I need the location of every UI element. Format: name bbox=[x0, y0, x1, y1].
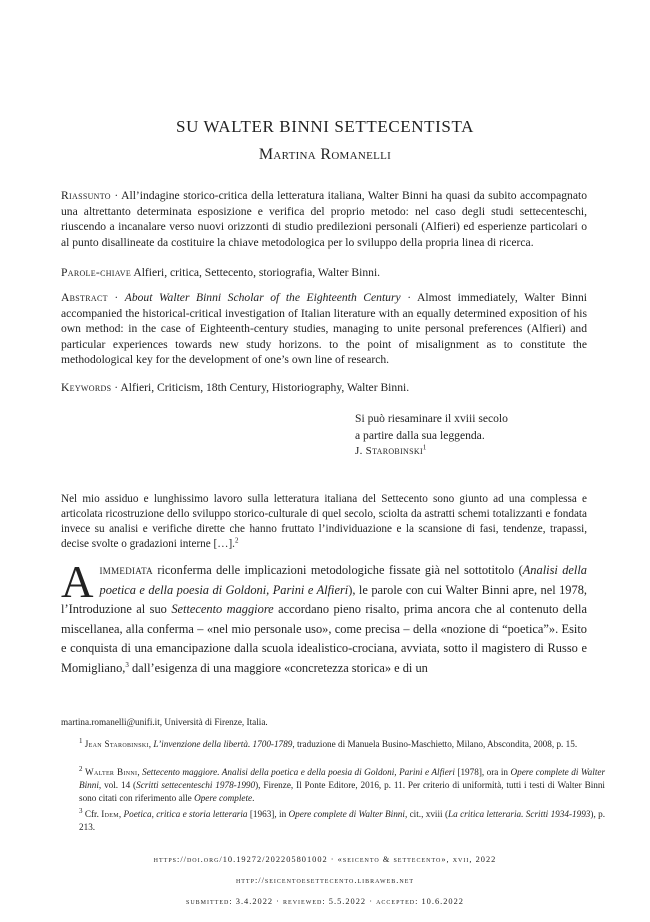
footer-dates: submitted: 3.4.2022 · reviewed: 5.5.2022 · accepted: 10.6.2022 bbox=[186, 897, 464, 906]
abstract-title: About Walter Binni Scholar of the Eighteenth Century bbox=[124, 291, 401, 304]
footnote-3-text-1: , bbox=[118, 809, 124, 819]
parole-chiave-text: Alfieri, critica, Settecento, storiografia, Walter Binni. bbox=[133, 266, 381, 279]
body-text-1: riconferma delle implicazioni metodologiche fissate già nel sottotitolo ( bbox=[152, 563, 523, 577]
footnote-3-pre: Cfr. bbox=[84, 809, 102, 819]
footnote-2-text-2: , vol. 14 ( bbox=[98, 779, 137, 790]
parole-chiave-label: Parole-chiave bbox=[61, 266, 132, 279]
abstract-separator-2: · bbox=[400, 291, 417, 304]
parole-chiave-line bbox=[61, 266, 587, 279]
footnote-2-author: Walter Binni bbox=[84, 767, 138, 777]
body-subtitle-italic: Analisi della poetica e della poesia di Goldoni, Parini e Alfieri bbox=[99, 563, 587, 597]
footnote-2-opere-2: Opere complete bbox=[194, 792, 253, 803]
epigraph bbox=[355, 411, 595, 444]
abstract-label: Abstract bbox=[61, 291, 108, 304]
riassunto-text: All’indagine storico-critica della letteratura italiana, Walter Binni ha quasi da subito accompagnato una altrettanto determinata esposizione e verifica del proprio metodo: nel caso degli studi settecenteschi, riuscendo a incanalare verso nuovi orizzonti di studio predilezioni personali (Alfieri) ed esperienze particolari o al punto disallineate da costituire la chiave metodologica per lo sviluppo della propria linea di ricerca. bbox=[61, 189, 587, 249]
footnote-2-number: 2 bbox=[79, 764, 83, 773]
body-paragraph bbox=[61, 557, 588, 679]
footer-doi[interactable]: https://doi.org/10.19272/202205801002 · «seicento & settecento», xvii, 2022 bbox=[153, 855, 497, 864]
footnote-2-text-4: . bbox=[252, 792, 255, 803]
body-text-4: dall’esigenza di una maggiore «concretezza storica» e di un bbox=[128, 660, 428, 675]
abstract-separator: · bbox=[107, 291, 125, 304]
epigraph-source bbox=[355, 445, 426, 457]
body-book-italic: Settecento maggiore bbox=[171, 602, 274, 617]
footnote-3-text-4: ), p. 213. bbox=[79, 809, 606, 832]
footnote-ref-2[interactable]: 2 bbox=[234, 536, 239, 545]
article-title: SU WALTER BINNI SETTECENTISTA bbox=[176, 117, 474, 136]
footnote-ref-3[interactable]: 3 bbox=[125, 660, 129, 669]
article-author: Martina Romanelli bbox=[258, 146, 392, 163]
footnote-2-text-3: ), Firenze, Il Ponte Editore, 2016, p. 11. Per criterio di uniformità, tutti i testi di Walter Binni sono citati con riferimento alle bbox=[79, 779, 605, 803]
footnote-3 bbox=[61, 808, 605, 834]
footnote-2-opere: Opere complete di Walter Binni bbox=[79, 767, 606, 790]
footnote-3-idem: Idem bbox=[101, 809, 119, 819]
footnote-1: $^1$ Jean Starobinski, L’invenzione della libertà. 1700-1789, traduzione di Manuela Busino-Maschietto, Milano, Abscondita, 2008, p. 15. bbox=[79, 736, 578, 749]
body-text-3: accordano pieno risalto, prima ancora che al contenuto della miscellanea, alla conferma – «nel mio personale uso», come precisa – della «nozione di “poetica”». Esito e conquista di una emancipazione dalla scuola idealistico-crociana, avviata, sotto il magistero di Russo e Momigliano, bbox=[61, 602, 588, 675]
keywords-text: Alfieri, Criticism, 18th Century, Historiography, Walter Binni. bbox=[120, 381, 410, 394]
epigraph-line-2: a partire dalla sua leggenda. bbox=[355, 428, 485, 442]
riassunto-paragraph bbox=[61, 188, 587, 250]
footnote-2-scritti: Scritti settecenteschi 1978-1990 bbox=[136, 779, 256, 790]
footnote-3-volume: La critica letteraria. Scritti 1934-1993 bbox=[448, 809, 591, 819]
footnote-3-text-2: [1963], in bbox=[247, 809, 289, 819]
block-quote-text: Nel mio assiduo e lunghissimo lavoro sulla letteratura italiana del Settecento sono giunto ad una complessa e articolata ricostruzione dello sviluppo storico-culturale di quel secolo, sciolta da astratti schemi totalizzanti e fondata invece su analisi e verifiche dirette che hanno fruttato l’individuazione e la scansione di fasi, tendenze, trapassi, decise svolte o gradazioni interne […]. bbox=[61, 493, 587, 550]
keywords-separator: · bbox=[111, 381, 121, 394]
footnote-1-rest: , traduzione di Manuela Busino-Maschietto, Milano, Abscondita, 2008, p. 15. bbox=[292, 739, 578, 749]
body-text-2: ), le parole con cui Walter Binni apre, nel 1978, l’Introduzione al suo bbox=[61, 582, 587, 617]
epigraph-source-name: J. Starobinski bbox=[355, 445, 423, 457]
footer-website[interactable]: http://seicentoesettecento.libraweb.net bbox=[235, 876, 415, 885]
footnote-2-title: Settecento maggiore. Analisi della poetica e della poesia di Goldoni, Parini e Alfieri bbox=[142, 767, 455, 777]
riassunto-label: Riassunto bbox=[61, 189, 111, 202]
footnote-affiliation: martina.romanelli@unifi.it, Università di Firenze, Italia. bbox=[61, 717, 268, 727]
footnote-ref-1[interactable]: 1 bbox=[422, 443, 427, 452]
footnote-3-title: Poetica, critica e storia letteraria bbox=[123, 809, 248, 819]
abstract-text: Almost immediately, Walter Binni accompanied the historical-critical investigation of Italian literature with an equally determined exposition of his own method: in the case of Eighteenth-century studies, managing to unite personal preferences (Alfieri) and particular experiences towards new study horizons. to the point of misalignment as to constitute the methodological key for the development of one’s own line of research. bbox=[61, 291, 587, 366]
riassunto-separator: · bbox=[110, 189, 122, 202]
epigraph-line-1: Si può riesaminare il xviii secolo bbox=[355, 412, 508, 425]
footnote-1-title: L’invenzione della libertà. 1700-1789 bbox=[153, 739, 293, 749]
footnote-3-text-3: , cit., xviii ( bbox=[404, 809, 449, 819]
body-lead-word: immediata bbox=[99, 563, 153, 577]
footnote-2: $^2$ Walter Binni, Settecento maggiore. Analisi della poetica e della poesia di Goldoni, Parini e Alfieri [1978], ora in Opere complete di Walter Binni, vol. 14 (Scritti settecenteschi 1978-1990), Firenze, Il Ponte Editore, 2016, p. 11. Per criterio di uniformità, tutti i testi di Walter Binni sono citati con riferimento alle Opere complete. bbox=[79, 764, 606, 803]
keywords-label: Keywords bbox=[61, 381, 112, 394]
footnote-1-number: 1 bbox=[79, 736, 83, 745]
footnote-1-author: Jean Starobinski bbox=[84, 739, 149, 749]
footnote-3-opere: Opere complete di Walter Binni bbox=[288, 809, 405, 819]
drop-cap: A bbox=[61, 557, 94, 607]
footnote-2-text-1: [1978], ora in bbox=[454, 767, 511, 777]
keywords-line bbox=[61, 381, 587, 394]
block-quote bbox=[61, 492, 587, 552]
footnote-3-number: 3 bbox=[79, 806, 83, 815]
abstract-paragraph bbox=[61, 290, 587, 368]
